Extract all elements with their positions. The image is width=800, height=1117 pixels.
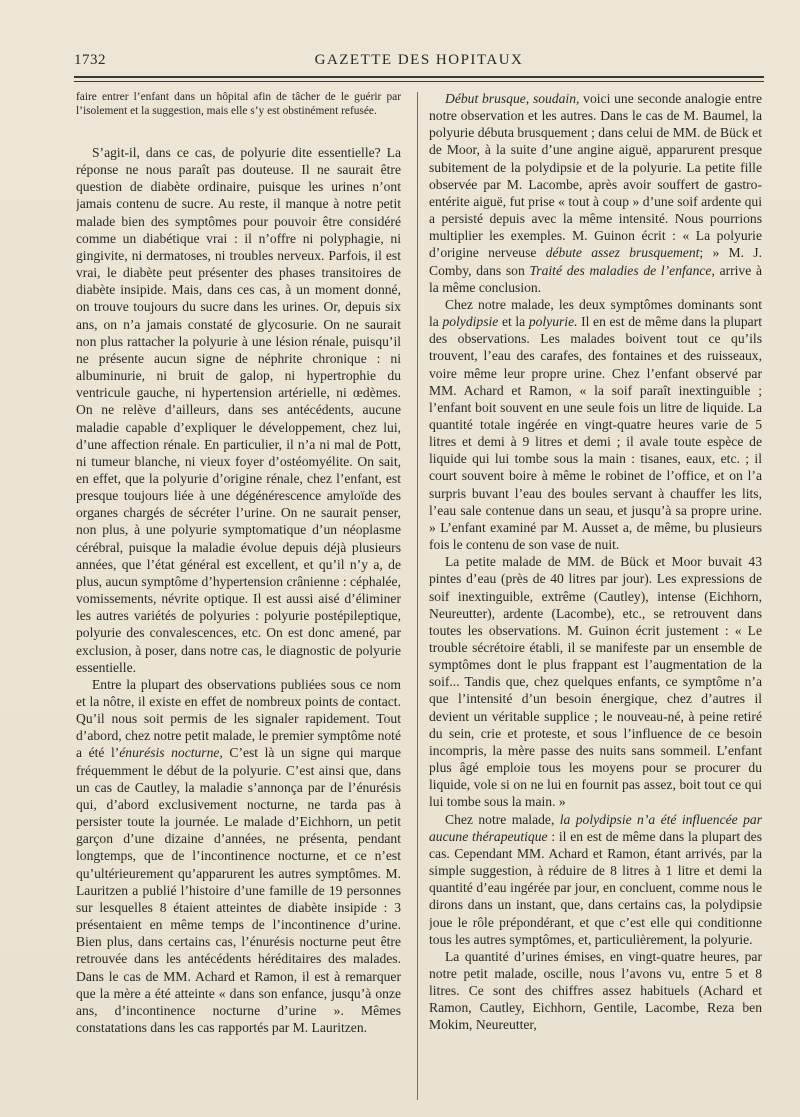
italic-term: polyurie. <box>528 314 578 330</box>
page-number: 1732 <box>74 52 106 68</box>
publication-title: GAZETTE DES HOPITAUX <box>314 52 524 68</box>
text-run: : il en est de même dans la plupart des cas. Cependant MM. Achard et Ramon, étant arrivés, par la simple suggestion, à réduire de 8 litres à 1 litre et demi la quantité d’eau ingérée par jour, en concluent, comme nous le dirons dans un instant, que, dans certains cas, la polydipsie joue le rôle prépondérant, et que c’est elle qui conditionne tous les autres symptômes, et, particulièrement, la polyurie. <box>429 828 762 947</box>
paragraph <box>429 296 762 553</box>
column-divider <box>417 92 418 1100</box>
text-run: Chez notre malade, les deux symptômes dominants sont la <box>429 296 762 330</box>
footnote-continuation: faire entrer l’enfant dans un hôpital afin de tâcher de le guérir par l’isolement et la suggestion, mais elle s’y est obstinément refusée. <box>76 91 401 117</box>
page-header <box>74 50 764 74</box>
text-run: C’est là un signe qui marque fréquemment le début de la polyurie. C’est ainsi que, dans un cas de Cautley, la maladie s’annonça par de l’énurésis qui, d’abord exclusivement nocturne, ne tarda pas à persister toute la journée. Le malade d’Eichhorn, un petit garçon d’une dizaine d’années, ne présenta, pendant longtemps, que de l’incontinence nocturne, et ce n’est qu’ultérieurement qu’apparurent les autres symptômes. M. Lauritzen a publié l’histoire d’une famille de 19 personnes sur lesquelles 8 étaient atteintes de diabète insipide : 3 présentaient en même temps de l’incontinence d’urine. Bien plus, dans certains cas, l’énurésis nocturne peut être retrouvée dans les antécédents héréditaires des malades. Dans le cas de MM. Achard et Ramon, il est à remarquer que la mère a été atteinte « dans son enfance, jusqu’à onze ans, d’incontinence nocturne d’urine ». Mêmes constatations dans les cas rapportés par M. Lauritzen. <box>76 745 401 1035</box>
italic-term: la polydipsie n’a été influencée par aucune thérapeutique <box>429 811 762 844</box>
italic-term: débute assez brusquement <box>545 245 700 261</box>
text-run: Il en est de même dans la plupart des observations. Les malades boivent tout ce qu’ils trouvent, l’eau des carafes, des fontaines et des ruisseaux, voire même leur propre urine. Chez l’enfant observé par MM. Achard et Ramon, « la soif paraît inextinguible ; l’enfant boit souvent en une seule fois un litre de liquide. La quantité totale ingérée en vingt-quatre heures varie de 5 litres et demi à 9 litres et demi ; il avale toute espèce de liquide qui lui tombe sous la main : tisanes, eaux, etc. ; il court souvent boire à même le robinet de l’office, et on l’a surpris buvant l’eau des boules servant à chauffer les lits, l’eau sale contenue dans un seau, et jusqu’à sa propre urine. » L’enfant examiné par M. Ausset a, de même, bu plusieurs fois le contenu de son vase de nuit. <box>429 314 762 553</box>
text-run: , arrive à la même conclusion. <box>429 262 762 295</box>
header-rule-thin <box>74 81 764 82</box>
header-rule-thick <box>74 76 764 78</box>
paragraph: La quantité d’urines émises, en vingt-quatre heures, par notre petit malade, oscille, nous l’avons vu, entre 5 et 8 litres. Ce sont des chiffres assez habituels (Achard et Ramon, Cautley, Eichhorn, Gentile, Lacombe, Reza ben Mokim, Neureutter, <box>429 948 762 1033</box>
text-run: Entre la plupart des observations publiées sous ce nom et la nôtre, il existe en effet de nombreux points de contact. Qu’il nous soit permis de les signaler rapidement. Tout d’abord, chez notre petit malade, le premier symptôme noté a été l’ <box>76 676 401 761</box>
italic-title: Traité des maladies de l’enfance <box>529 262 712 278</box>
italic-term: polydipsie <box>442 314 499 330</box>
paragraph <box>429 811 762 948</box>
text-run: ; » M. J. Comby, dans son <box>429 245 762 278</box>
paragraph <box>429 90 762 296</box>
text-run: voici une seconde analogie entre notre observation et les autres. Dans le cas de M. Baumel, la polyurie débuta brusquement ; dans celui de MM. de Bück et de Moor, à la suite d’une angine aiguë, apparurent presque subitement de la polydipsie et de la polyurie. La petite fille observée par M. Lacombe, après avoir souffert de gastro-entérite aiguë, fut prise « tout à coup » d’une soif ardente qui a persisté depuis avec la même intensité. Nous pourrions multiplier les exemples. M. Guinon écrit : « La polyurie d’origine nerveuse <box>429 91 762 261</box>
italic-term: énurésis nocturne, <box>119 745 223 761</box>
left-column <box>76 90 401 1100</box>
right-column <box>429 90 762 1100</box>
text-run: Chez notre malade, <box>445 811 560 827</box>
paragraph: S’agit-il, dans ce cas, de polyurie dite essentielle? La réponse ne nous paraît pas douteuse. Il ne saurait être question de diabète ordinaire, puisque les urines n’ont jamais contenu de sucre. Au reste, il manque à notre petit malade bien des symptômes pour pouvoir être considéré comme un diabétique vrai : il n’offre ni polyphagie, ni gingivite, ni dermatoses, ni troubles nerveux. Parfois, il est vrai, le diabète peut présenter des phases transitoires de diabète insipide. Mais, dans ces cas, à un moment donné, on trouve toujours du sucre dans les urines. Or, depuis six ans, on n’a jamais constaté de glycosurie. On ne saurait non plus rattacher la polyurie à une lésion rénale, puisqu’il ne présente aucun signe de néphrite chronique : ni albuminurie, ni bruit de galop, ni hypertrophie du ventricule gauche, ni hypertension artérielle, ni œdèmes. On ne relève d’ailleurs, dans ses antécédents, aucune maladie capable d’expliquer le développement, chez lui, d’une affection rénale. En particulier, il n’a ni mal de Pott, ni tumeur blanche, ni vieux foyer d’ostéomyélite. On sait, en effet, que la polyurie d’origine rénale, chez l’enfant, est presque toujours liée à une dégénérescence amyloïde des organes chargés de sécréter l’urine. On ne saurait penser, non plus, à une polyurie symptomatique d’un néoplasme cérébral, puisque la maladie évolue depuis déjà plusieurs années, que l’état général est excellent, et qu’il n’y a, de plus, aucun symptôme d’hypertension crânienne : céphalée, vomissements, névrite optique. Il est aussi aisé d’éliminer les autres variétés de polyuries : polyurie postépileptique, polyurie des convalescences, etc. On est donc amené, par exclusion, à poser, dans notre cas, le diagnostic de polyurie essentielle. <box>76 145 401 675</box>
text-run: et la <box>498 314 529 330</box>
italic-term: Début brusque, soudain, <box>445 91 580 106</box>
paragraph <box>76 676 401 1036</box>
paragraph: La petite malade de MM. de Bück et Moor buvait 43 pintes d’eau (près de 40 litres par jour). Les expressions de soif inextinguible, extrême (Cautley), intense (Eichhorn, Neureutter), ardente (Lacombe), etc., se retrouvent dans toutes les observations. M. Guinon écrit justement : « Le trouble sécrétoire établi, il se manifeste par un ensemble de symptômes dont le plus frappant est l’augmentation de la soif... Tandis que, chez quelques enfants, ce symptôme n’a que l’intensité d’un besoin énergique, chez d’autres il devient un véritable supplice ; le nouveau-né, à peine retiré du sein, crie et proteste, et sous l’influence de ce besoin incompris, la mère passe des nuits sans sommeil. L’enfant plus âgé emploie tous les moyens pour se procurer du liquide, vole si on ne lui en fournit pas assez, boit tout ce qui lui tombe sous la main. » <box>429 554 762 810</box>
